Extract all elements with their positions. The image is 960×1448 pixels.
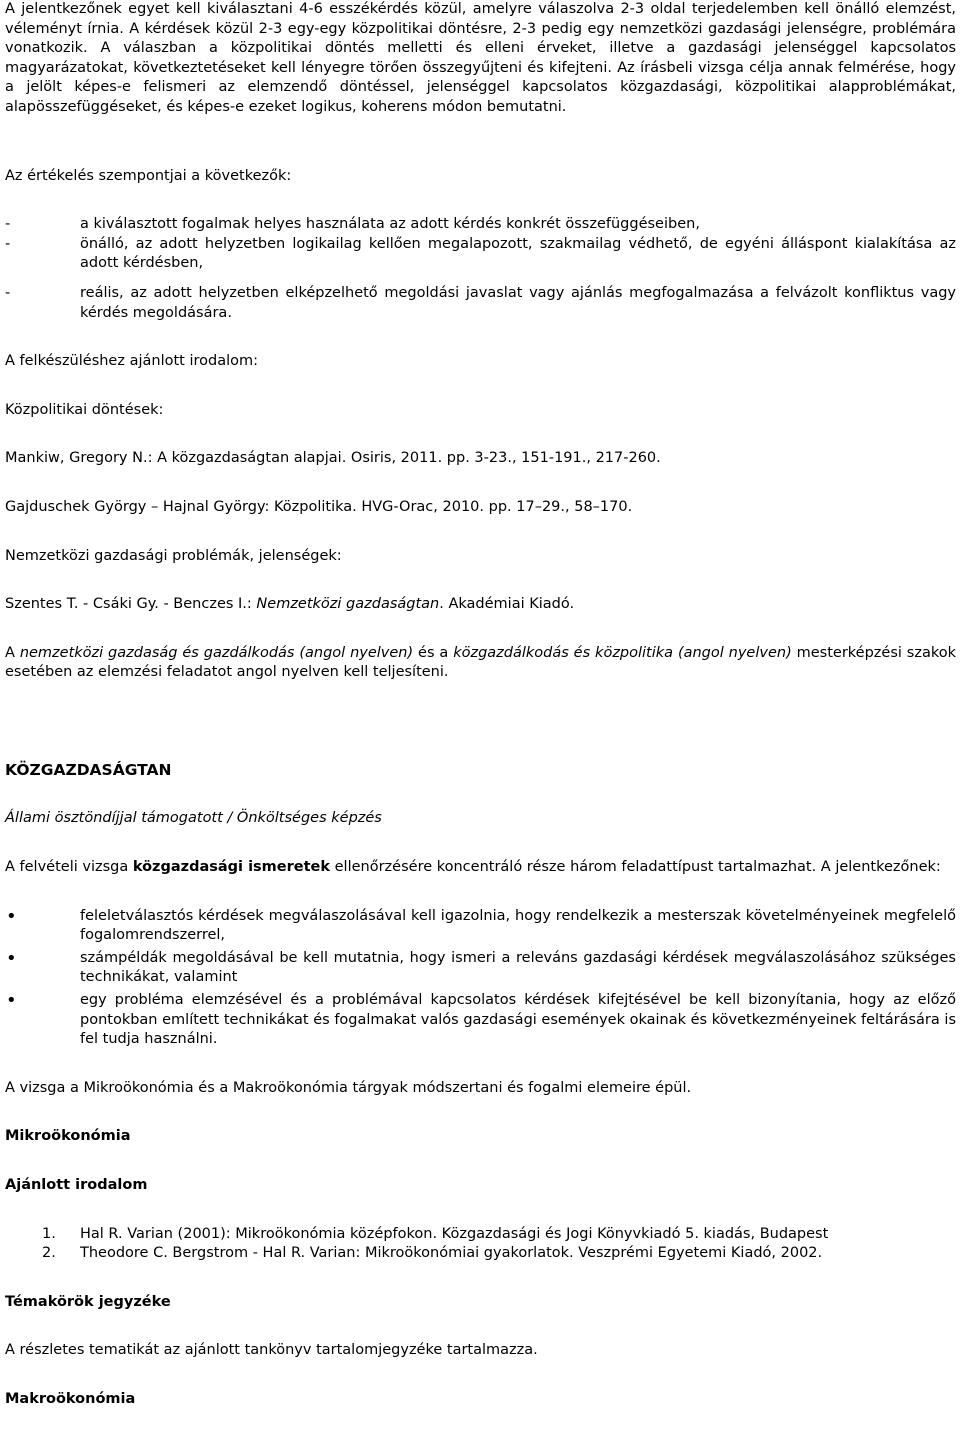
international-problems-title: Nemzetközi gazdasági problémák, jelenségek:	[5, 547, 342, 564]
reference-item: 1. Hal R. Varian (2001): Mikroökonómia középfokon. Közgazdasági és Jogi Könyvkiadó 5. kiadás, Budapest	[5, 1225, 956, 1245]
policy-decisions-title: Közpolitikai döntések:	[5, 401, 164, 418]
exam-focus: közgazdasági ismeretek	[132, 859, 331, 876]
dash-marker: -	[5, 216, 11, 233]
section-heading-kozgazdasagtan: KÖZGAZDASÁGTAN	[5, 760, 172, 779]
recommended-literature-heading: Ajánlott irodalom	[5, 1177, 148, 1193]
subsection-heading-makro: Makroökonómia	[5, 1390, 136, 1407]
reference-item: 2. Theodore C. Bergstrom - Hal R. Varian: Mikroökonómiai gyakorlatok. Veszprémi Egyetemi Kiadó, 2002.	[5, 1244, 956, 1264]
requirement-item: • egy probléma elemzésével és a problémával kapcsolatos kérdések kifejtésével be kell bizonyítania, hogy az előző pontokban említett technikákat és fogalmakat valós gazdasági események okainak és következményeinek feltárására is fel tudja használni.	[6, 990, 956, 1048]
requirement-item: • feleletválasztós kérdések megválaszolásával kell igazolnia, hogy rendelkezik a mesterszak követelményeinek megfelelő fogalomrendszerrel,	[6, 905, 956, 944]
dash-marker: -	[5, 235, 11, 252]
exam-requirements-list	[5, 907, 956, 1050]
document-page	[5, 0, 956, 1410]
reference-number: 1.	[42, 1225, 56, 1242]
intro-part2: Az írásbeli vizsga célja annak felmérése, hogy a jelölt képes-e felismeri az elemzendő döntéssel, jelenséggel kapcsolatos közgazdasági, közpolitikai alapproblémákat, alapösszefüggéseket, és képes-e ezeket logikus, koherens módon bemutatni.	[5, 59, 956, 115]
program-name-2: közgazdálkodás és közpolitika (angol nyelven)	[453, 644, 792, 661]
criteria-title: Az értékelés szempontjai a következők:	[5, 167, 292, 184]
criteria-item: - önálló, az adott helyzetben logikailag kellően megalapozott, szakmailag védhető, de egyéni álláspont kialakítása az adott kérdésben,	[5, 235, 956, 272]
mikro-references-list	[5, 1225, 956, 1264]
dash-marker: -	[5, 284, 11, 301]
exam-basis: A vizsga a Mikroökonómia és a Makroökonómia tárgyak módszertani és fogalmi elemeire épül.	[5, 1079, 692, 1096]
criteria-list	[5, 215, 956, 323]
english-language-note: A nemzetközi gazdaság és gazdálkodás (angol nyelven) és a közgazdálkodás és közpolitika (angol nyelven) mesterképzési szakok esetében az elemzési feladatot angol nyelven kell teljesíteni.	[5, 644, 956, 681]
bullet-marker: •	[6, 990, 17, 1012]
bullet-marker: •	[6, 905, 17, 927]
intro-paragraph	[5, 0, 956, 118]
criteria-item: - a kiválasztott fogalmak helyes használata az adott kérdés konkrét összefüggéseiben,	[5, 215, 956, 235]
topics-text: A részletes tematikát az ajánlott tankönyv tartalomjegyzéke tartalmazza.	[5, 1342, 538, 1359]
reference-szentes-title: Nemzetközi gazdaságtan	[256, 596, 440, 613]
literature-title: A felkészüléshez ajánlott irodalom:	[5, 353, 258, 370]
program-name-1: nemzetközi gazdaság és gazdálkodás (angol nyelven)	[19, 644, 414, 661]
reference-number: 2.	[42, 1245, 56, 1262]
reference-mankiw: Mankiw, Gregory N.: A közgazdaságtan alapjai. Osiris, 2011. pp. 3-23., 151-191., 217-260.	[5, 450, 661, 467]
intro-part1: A jelentkezőnek egyet kell kiválasztani 4-6 esszékérdés közül, amelyre válaszolva 2-3 oldal terjedelemben kell önálló elemzést, véleményt írnia. A kérdések közül 2-3 egy-egy közpolitikai döntésre, 2-3 pedig egy nemzetközi gazdasági jelenségre, problémára vonatkozik. A válaszban a közpolitikai döntés melletti és elleni érveket, illetve a gazdasági jelenséggel kapcsolatos magyarázatokat, következtetéseket kell lényegre törően összegyűjteni és kifejteni.	[5, 1, 956, 76]
subsection-heading-mikro: Mikroökonómia	[5, 1128, 131, 1145]
criteria-item: - reális, az adott helyzetben elképzelhető megoldási javaslat vagy ajánlás megfogalmazása a felvázolt konfliktus vagy kérdés megoldására.	[5, 284, 956, 321]
bullet-marker: •	[6, 947, 17, 969]
topics-heading: Témakörök jegyzéke	[5, 1293, 171, 1310]
reference-szentes: Szentes T. - Csáki Gy. - Benczes I.: Nemzetközi gazdaságtan. Akadémiai Kiadó.	[5, 596, 575, 613]
requirement-item: • számpéldák megoldásával be kell mutatnia, hogy ismeri a releváns gazdasági kérdések megválaszolásához szükséges technikákat, valamint	[6, 947, 956, 986]
reference-gajduschek: Gajduschek György – Hajnal György: Közpolitika. HVG-Orac, 2010. pp. 17–29., 58–170.	[5, 498, 633, 515]
exam-description: A felvételi vizsga közgazdasági ismeretek ellenőrzésére koncentráló része három feladattípust tartalmazhat. A jelentkezőnek:	[5, 859, 941, 876]
section-subtitle: Állami ösztöndíjjal támogatott / Önköltséges képzés	[5, 810, 382, 827]
